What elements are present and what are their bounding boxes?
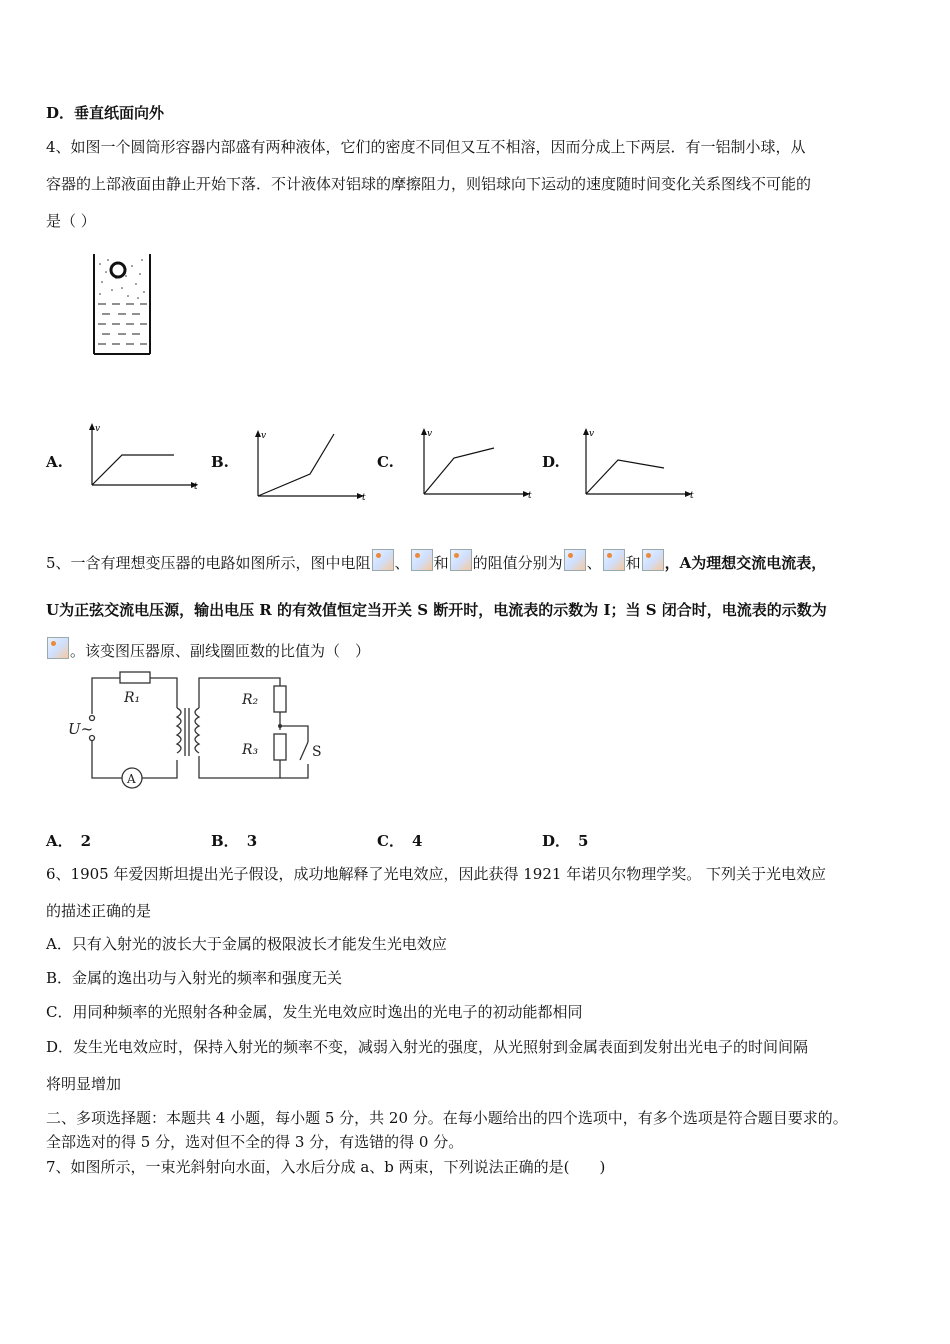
axis-v-label: v [589,429,595,439]
q4-text-line2: 容器的上部液面由静止开始下落．不计液体对铝球的摩擦阻力，则铝球向下运动的速度随时间变化关系图线不可能的 [46,175,812,193]
ammeter-label: A [127,772,136,786]
voltage-source-label: U~ [68,720,94,738]
q6-option-c: C．用同种频率的光照射各种金属，发生光电效应时逸出的光电子的初动能都相同 [46,1003,583,1021]
axis-t-label: t [690,491,694,501]
axis-t-label: t [528,491,532,501]
q7-text: 7、如图所示，一束光斜射向水面，入水后分成 a、b 两束，下列说法正确的是( ) [46,1158,606,1176]
aluminum-ball [111,263,125,277]
q4-option-d-label: D. [542,453,560,471]
q5-choice-d: D． 5 [542,832,589,850]
q5-choice-c: C． 4 [377,832,423,850]
q5-text-line1: 5、一含有理想变压器的电路如图所示，图中电阻 、 和 的阻值分别为 、 和 ，A为理想交流电流表， [46,549,826,573]
q6-option-d-cont: 将明显增加 [46,1075,122,1093]
axis-v-label: v [95,424,101,434]
resistor-r2-image [411,549,433,571]
q6-option-d: D．发生光电效应时，保持入射光的频率不变，减弱入射光的强度，从光照射到金属表面到发射出光电子的时间间隔 [46,1038,809,1056]
q4-graph-c [414,428,538,501]
q5-text-line3: 。该变图压器原、副线圈匝数的比值为（ ） [46,637,370,661]
q4-option-c-label: C. [377,453,394,471]
axis-t-label: t [194,482,198,492]
q6-option-a: A．只有入射光的波长大于金属的极限波长才能发生光电效应 [46,935,447,953]
r1-label: R₁ [124,690,141,706]
q6-text-line2: 的描述正确的是 [46,902,152,920]
cylinder-container-figure [92,252,152,357]
resistor-r1-image [372,549,394,571]
q4-text-line1: 4、如图一个圆筒形容器内部盛有两种液体，它们的密度不同但又互不相溶，因而分成上下两层．有一铝制小球，从 [46,138,806,156]
transformer-circuit-diagram [62,668,334,800]
q4-graph-d [576,428,700,501]
resistance-value-1-image [564,549,586,571]
r2-label: R₂ [242,692,259,708]
q6-text-line1: 6、1905 年爱因斯坦提出光子假设，成功地解释了光电效应，因此获得 1921 年诺贝尔物理学奖。 下列关于光电效应 [46,865,826,883]
q4-option-a-label: A. [46,453,63,471]
r3-label: R₃ [242,742,259,758]
switch-label: S [312,744,322,760]
section2-heading-line2: 全部选对的得 5 分，选对但不全的得 3 分，有选错的得 0 分。 [46,1133,464,1151]
axis-v-label: v [261,431,267,441]
resistor-r3-image [450,549,472,571]
q4-graph-a [82,423,202,493]
q4-option-b-label: B. [211,453,229,471]
section2-heading-line1: 二、多项选择题：本题共 4 小题，每小题 5 分，共 20 分。在每小题给出的四个选项中，有多个选项是符合题目要求的。 [46,1109,848,1127]
q5-choice-b: B． 3 [211,832,258,850]
current-value-image [47,637,69,659]
q5-choice-a: A． 2 [46,832,92,850]
resistance-value-3-image [642,549,664,571]
q6-option-b: B．金属的逸出功与入射光的频率和强度无关 [46,969,343,987]
q4-graph-b [248,430,372,503]
resistance-value-2-image [603,549,625,571]
q5-text-line2: U为正弦交流电压源，输出电压 R 的有效值恒定当开关 S 断开时，电流表的示数为 I；当 S 闭合时，电流表的示数为 [46,601,827,619]
q3-option-d: D．垂直纸面向外 [46,104,165,122]
axis-v-label: v [427,429,433,439]
axis-t-label: t [362,493,366,503]
q4-text-line3: 是（ ） [46,212,96,230]
